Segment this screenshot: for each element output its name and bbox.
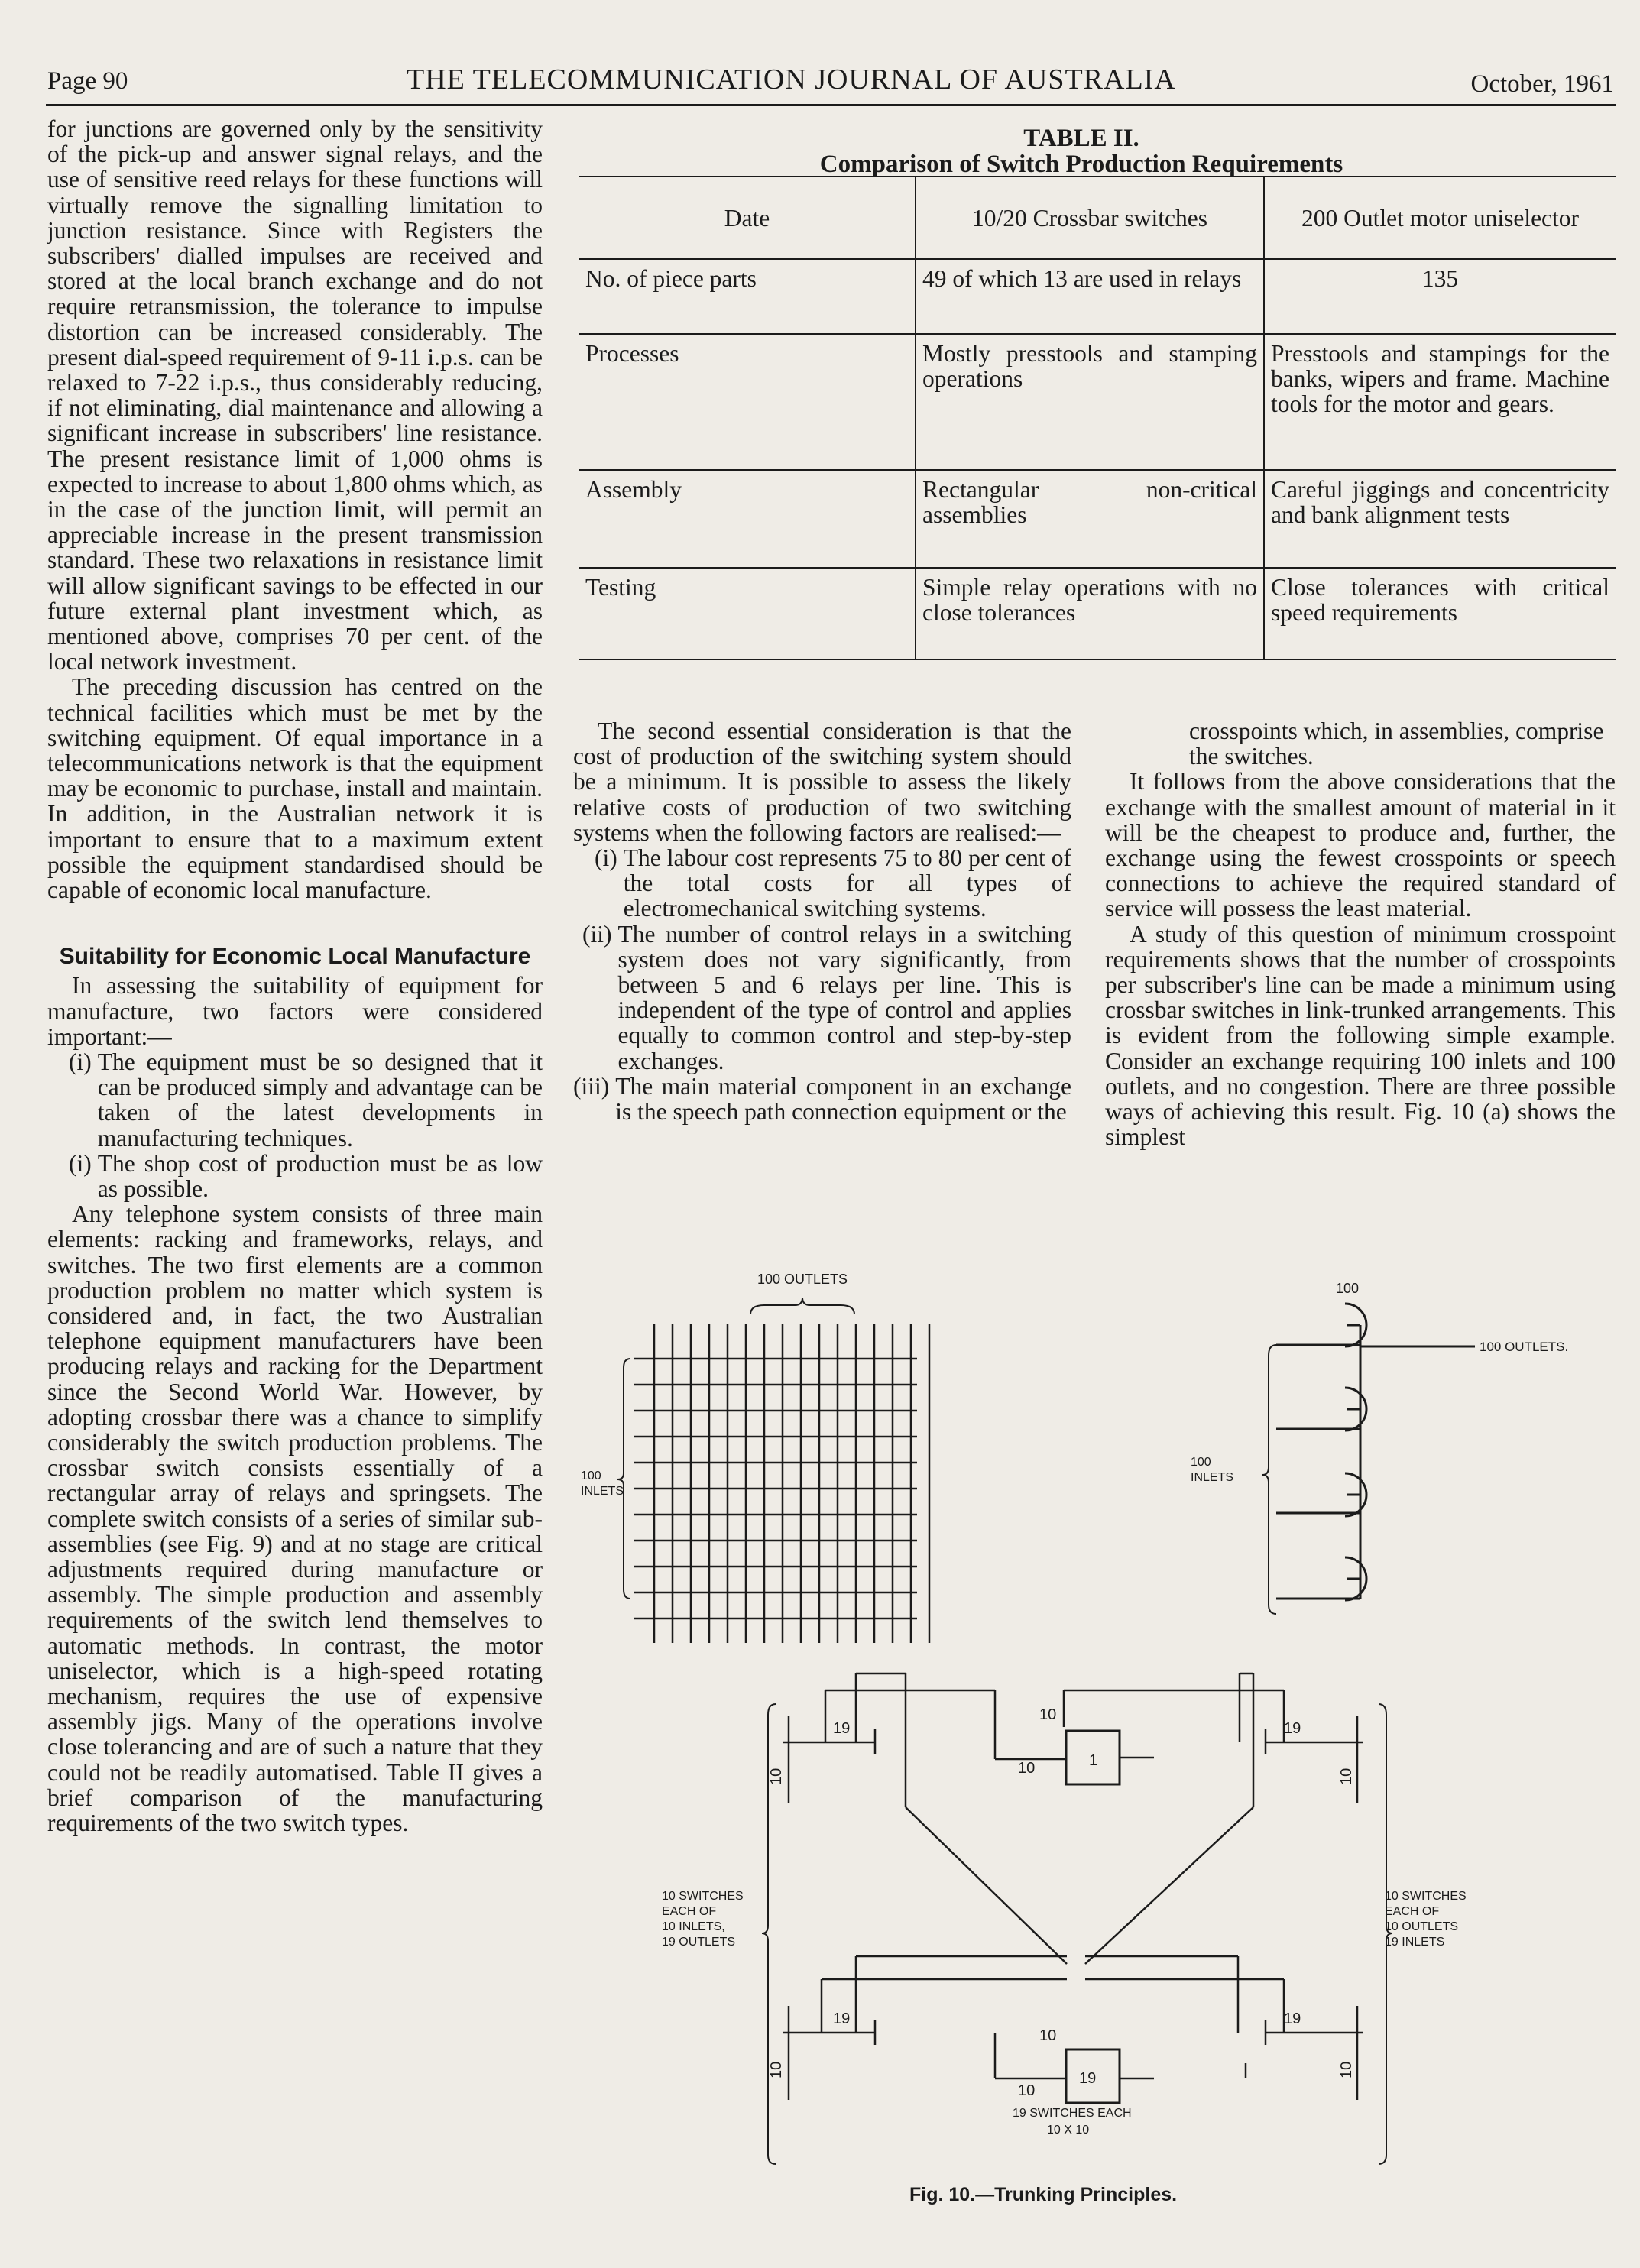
figure-c-left-label: 19 OUTLETS bbox=[662, 1936, 736, 1949]
list-text: The equipment must be so designed that it can be produced simply and advantage can be taken of the latest developments in manufacturing techniques. bbox=[97, 1048, 543, 1152]
list-number: (i) bbox=[595, 844, 617, 872]
figure-b-top-label: 100 bbox=[1336, 1281, 1360, 1296]
figure-caption: Fig. 10.—Trunking Principles. bbox=[909, 2184, 1178, 2205]
column-left bbox=[47, 116, 543, 1835]
table-header-row bbox=[579, 177, 1616, 259]
figure-c-right-label: 19 INLETS bbox=[1385, 1936, 1445, 1949]
header-rule bbox=[46, 104, 1616, 106]
table-cell: 49 of which 13 are used in relays bbox=[916, 259, 1264, 334]
paragraph: In assessing the suitability of equipment for manufacture, two factors were considered important:— bbox=[47, 972, 543, 1050]
column-middle bbox=[573, 718, 1071, 1124]
list-text: The main material component in an exchange is the speech path connection equipment or the bbox=[615, 1072, 1071, 1126]
figure-c-number: 19 bbox=[1284, 2010, 1301, 2027]
figure-c-number: 10 bbox=[1338, 1767, 1355, 1785]
figure-a-inlets-number: 100 bbox=[581, 1469, 601, 1482]
list-item bbox=[47, 1049, 543, 1151]
paragraph: The second essential consideration is that the cost of production of the switching system should be a minimum. It is possible to assess the likely relative costs of production of two switching systems when the following factors are realised:— bbox=[573, 718, 1071, 846]
table-title bbox=[581, 125, 1582, 177]
figure-c-number: 10 bbox=[1338, 2061, 1355, 2078]
list-number: (i) bbox=[69, 1149, 92, 1177]
figure-c-left-label: 10 SWITCHES bbox=[662, 1890, 744, 1903]
figure-c-number: 10 bbox=[768, 2061, 785, 2078]
list-text: The labour cost represents 75 to 80 per cent of the total costs for all types of electromechanical switching systems. bbox=[623, 844, 1071, 922]
table-cell: Processes bbox=[579, 334, 916, 470]
table-cell: Assembly bbox=[579, 470, 916, 568]
table-subtitle: Comparison of Switch Production Requirements bbox=[819, 151, 1343, 178]
table-header: 10/20 Crossbar switches bbox=[916, 177, 1264, 259]
table-cell: Close tolerances with critical speed requirements bbox=[1264, 568, 1616, 659]
journal-title: THE TELECOMMUNICATION JOURNAL OF AUSTRALIA bbox=[407, 63, 1176, 96]
figure-c-bottom-label: 10 X 10 bbox=[1047, 2124, 1090, 2137]
figure-c-left-label: 10 INLETS, bbox=[662, 1920, 725, 1933]
page-header bbox=[47, 63, 1614, 104]
column-right bbox=[1105, 718, 1616, 1149]
figure-c-right-label: 10 SWITCHES bbox=[1385, 1890, 1467, 1903]
paragraph: crosspoints which, in assemblies, comprise the switches. bbox=[1189, 718, 1604, 770]
figure-c-number: 10 bbox=[1018, 1760, 1036, 1777]
table-header: Date bbox=[724, 204, 770, 232]
figure-c-right-label: EACH OF bbox=[1385, 1905, 1440, 1918]
figure-a-inlets-label: INLETS bbox=[581, 1485, 624, 1498]
figure-c-right-label: 10 OUTLETS bbox=[1385, 1920, 1459, 1933]
list-number: (ii) bbox=[582, 920, 612, 948]
page-number: Page 90 bbox=[47, 67, 128, 95]
figure-c-left-label: EACH OF bbox=[662, 1905, 717, 1918]
list-text: The number of control relays in a switching system does not vary significantly, from between 5 and 6 relays per line. This is independent of the type of control and applies equally to common control and step-by-step exchanges. bbox=[617, 920, 1071, 1074]
figure-c-labels bbox=[662, 1890, 1467, 2137]
list-item bbox=[573, 845, 1071, 922]
table-cell: No. of piece parts bbox=[579, 259, 916, 334]
figure-c-number: 19 bbox=[833, 1720, 851, 1737]
table-cell: Mostly presstools and stamping operations bbox=[916, 334, 1264, 470]
figure-a-outlets-label: 100 OUTLETS bbox=[757, 1272, 848, 1287]
list-number: (iii) bbox=[573, 1072, 610, 1100]
figure-c-link-trunking bbox=[762, 1673, 1392, 2164]
figure-c-number: 1 bbox=[1089, 1752, 1098, 1769]
figure-b-outlets-label: 100 OUTLETS. bbox=[1480, 1340, 1569, 1354]
figure-b-uniselectors bbox=[1191, 1281, 1568, 1614]
paragraph: It follows from the above considerations that the exchange with the smallest amount of material in it will be the cheapest to produce and, further, the exchange using the fewest crosspoints or speech connections to achieve the required standard of service will possess the least material. bbox=[1105, 768, 1616, 922]
table-row bbox=[579, 334, 1616, 470]
figure-c-number: 19 bbox=[1284, 1720, 1301, 1737]
list-item bbox=[47, 1151, 543, 1201]
comparison-table bbox=[579, 176, 1616, 660]
list-text: The shop cost of production must be as low as possible. bbox=[97, 1149, 543, 1202]
list-item bbox=[573, 1074, 1071, 1124]
paragraph: The preceding discussion has centred on the technical facilities which must be met by the switching equipment. Of equal importance in a telecommunications network is that the equipment may be economic to purchase, install and maintain. In addition, in the Australian network it is important to ensure that to a maximum extent possible the equipment standardised should be capable of economic local manufacture. bbox=[47, 673, 543, 904]
table-cell: Presstools and stampings for the banks, wipers and frame. Machine tools for the motor and gears. bbox=[1264, 334, 1616, 470]
figure-b-inlets-number: 100 bbox=[1191, 1456, 1211, 1469]
figure-c-number: 10 bbox=[1018, 2082, 1036, 2099]
paragraph: Any telephone system consists of three main elements: racking and frameworks, relays, and switches. The two first elements are a common production problem no matter which system is considered and, in fact, the two Australian telephone equipment manufacturers have been producing relays and racking for the Department since the Second World War. However, by adopting crossbar there was a chance to simplify considerably the switch production problems. The crossbar switch consists essentially of a rectangular array of relays and springsets. The complete switch consists of a series of similar sub-assemblies (see Fig. 9) and at no stage are critical adjustments required during manufacture or assembly. The simple production and assembly requirements of the switch lend themselves to automatic methods. In contrast, the motor uniselector, which is a high-speed rotating mechanism, requires the use of expensive assembly jigs. Many of the operations involve close tolerancing and are of such a nature that they could not be readily automatised. Table II gives a brief comparison of the manufacturing requirements of the two switch types. bbox=[47, 1200, 543, 1836]
figure-c-numbers bbox=[768, 1706, 1355, 2099]
issue-date: October, 1961 bbox=[1470, 70, 1614, 98]
table-cell: Rectangular non-critical assemblies bbox=[916, 470, 1264, 568]
table-header: 200 Outlet motor uniselector bbox=[1264, 177, 1616, 259]
figure-a-matrix bbox=[581, 1272, 929, 1643]
list-item bbox=[573, 922, 1071, 1074]
figure-c-number: 10 bbox=[768, 1767, 785, 1785]
table-number: TABLE II. bbox=[1023, 125, 1139, 152]
table-row bbox=[579, 470, 1616, 568]
section-heading: Suitability for Economic Local Manufacture bbox=[59, 944, 531, 970]
figure-c-number: 10 bbox=[1039, 1706, 1057, 1723]
trunking-principles-figure bbox=[573, 1268, 1616, 2178]
paragraph: for junctions are governed only by the sensitivity of the pick-up and answer signal relays, and the use of sensitive reed relays for these functions will virtually remove the signalling limitation to junction resistance. Since with Registers the subscribers' dialled impulses are received and stored at the local branch exchange and do not require retransmission, the tolerance to impulse distortion can be increased considerably. The present dial-speed requirement of 9-11 i.p.s. can be relaxed to 7-22 i.p.s., thus considerably reducing, if not eliminating, dial maintenance and allowing a significant increase in subscribers' line resistance. The present resistance limit of 1,000 ohms is expected to increase to about 1,800 ohms which, as in the case of the junction limit, will permit an appreciable increase in the present transmission standard. These two relaxations in resistance limit will allow significant savings to be effected in our future external plant investment which, as mentioned above, comprises 70 per cent. of the local network investment. bbox=[47, 115, 543, 676]
table-row bbox=[579, 259, 1616, 334]
figure-c-number: 19 bbox=[833, 2010, 851, 2027]
paragraph: A study of this question of minimum crosspoint requirements shows that the number of crosspoints per subscriber's line can be made a minimum using crossbar switches in link-trunked arrangements. This is evident from the following simple example. Consider an exchange requiring 100 inlets and 100 outlets, and no congestion. There are three possible ways of achieving this result. Fig. 10 (a) shows the simplest bbox=[1105, 920, 1616, 1151]
figure-c-number: 10 bbox=[1039, 2027, 1057, 2044]
figure-b-inlets-label: INLETS bbox=[1191, 1471, 1234, 1484]
table-row bbox=[579, 568, 1616, 659]
list-number: (i) bbox=[69, 1048, 92, 1075]
table-cell: 135 bbox=[1264, 259, 1616, 334]
table-cell: Simple relay operations with no close tolerances bbox=[916, 568, 1264, 659]
table-cell: Testing bbox=[579, 568, 916, 659]
figure-c-number: 19 bbox=[1079, 2070, 1097, 2087]
table-cell: Careful jiggings and concentricity and bank alignment tests bbox=[1264, 470, 1616, 568]
figure-c-bottom-label: 19 SWITCHES EACH bbox=[1013, 2107, 1132, 2120]
